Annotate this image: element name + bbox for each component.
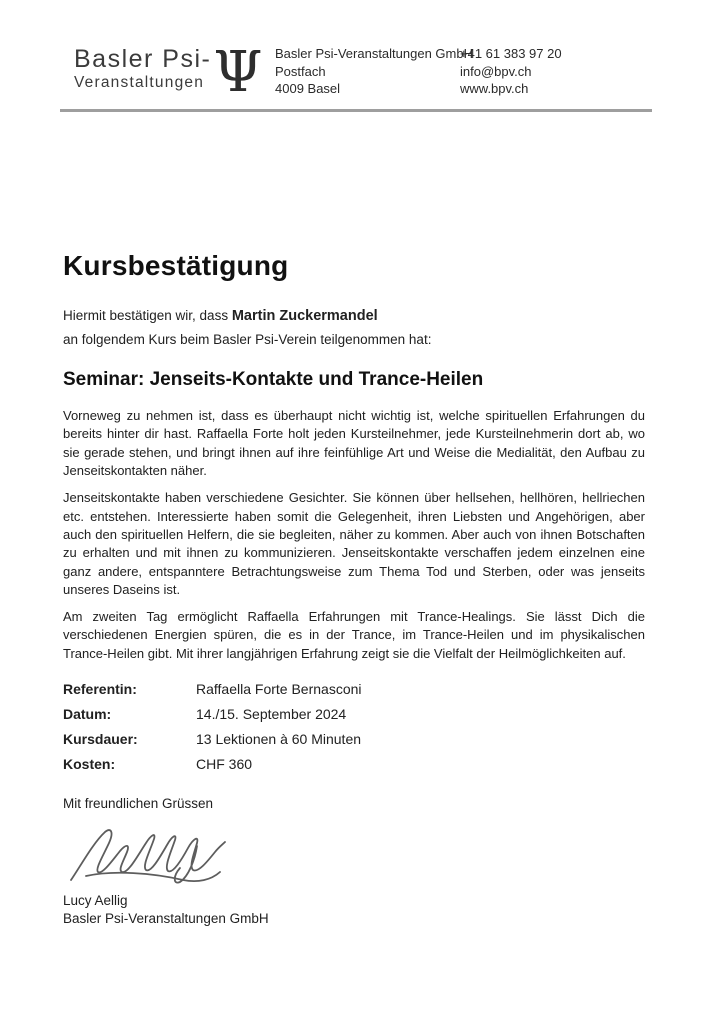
page-title: Kursbestätigung	[63, 250, 289, 281]
table-row-kursdauer	[63, 730, 645, 748]
intro-prefix: Hiermit bestätigen wir, dass	[63, 308, 232, 324]
contact-website: www.bpv.ch	[460, 81, 529, 96]
table-row-kosten	[63, 755, 645, 773]
seminar-title: Seminar: Jenseits-Kontakte und Trance-Heilen	[63, 369, 484, 391]
detail-label: Referentin:	[63, 681, 137, 698]
participant-name: Martin Zuckermandel	[231, 308, 378, 325]
logo-line2: Veranstaltungen	[74, 74, 205, 91]
closing-salutation: Mit freundlichen Grüssen	[63, 796, 214, 812]
detail-label: Kosten:	[63, 756, 116, 773]
table-row-datum	[63, 705, 645, 723]
paragraph-1: Vorneweg zu nehmen ist, dass es überhaupt nicht wichtig ist, welche spirituellen Erfahrungen du bereits hinter dir hast. Raffaella Forte holt jeden Kursteilnehmer, jede Kursteilnehmerin dort ab, wo sie gerade stehen, und bringt ihnen auf ihre feinfühlige Art und Weise die Medialität, den Aufbau zu Jenseitskontakten näher.	[63, 408, 645, 479]
paragraph-3: Am zweiten Tag ermöglicht Raffaella Erfahrungen mit Trance-Healings. Sie lässt Dich die verschiedenen Energien spüren, die es in der Trance, im Trance-Heilen und im physikalischen Trance-Heilen gibt. Mit ihrer langjährigen Erfahrung zeigt sie die Vielfalt der Heilmöglichkeiten auf.	[63, 609, 645, 661]
psi-symbol-icon: Ψ	[213, 40, 263, 105]
signatory-company: Basler Psi-Veranstaltungen GmbH	[63, 911, 269, 927]
address-pobox: Postfach	[275, 63, 326, 79]
contact-email: info@bpv.ch	[460, 63, 532, 79]
handwritten-signature-image	[68, 823, 228, 885]
detail-value: 13 Lektionen à 60 Minuten	[196, 731, 362, 748]
company-logo	[63, 40, 275, 105]
contact-phone: +41 61 383 97 20	[460, 46, 562, 61]
detail-label: Datum:	[63, 706, 112, 723]
company-address	[275, 45, 473, 98]
signatory-name: Lucy Aellig	[63, 893, 128, 909]
table-row-referentin	[63, 680, 645, 698]
address-city: 4009 Basel	[275, 81, 341, 96]
header-divider	[60, 109, 652, 112]
course-details-table	[63, 680, 645, 773]
logo-wordmark	[74, 45, 211, 92]
detail-value: Raffaella Forte Bernasconi	[196, 681, 362, 698]
intro-line-1	[63, 307, 645, 325]
detail-label: Kursdauer:	[63, 731, 138, 748]
detail-value: 14./15. September 2024	[196, 706, 347, 723]
logo-line1: Basler Psi-	[74, 45, 212, 73]
detail-value: CHF 360	[196, 756, 253, 773]
intro-line-2: an folgendem Kurs beim Basler Psi-Verein teilgenommen hat:	[63, 332, 432, 348]
company-contact	[460, 45, 656, 98]
paragraph-2: Jenseitskontakte haben verschiedene Gesichter. Sie können über hellsehen, hellhören, hellriechen etc. entstehen. Interessierte haben somit die Gelegenheit, ihren Liebsten und Angehörigen, aber auch den spirituellen Helfern, die sie begleiten, näher zu kommen. Aber auch von ihnen Botschaften zu erhalten und mit ihnen zu kommunizieren. Jenseitskontakte verschaffen jedem einzelnen eine ganz andere, entspanntere Betrachtungsweise zum Thema Tod und Sterben, oder was jenseits unseres Daseins ist.	[63, 490, 645, 597]
letter-body	[0, 250, 706, 928]
letterhead	[0, 0, 706, 105]
address-company: Basler Psi-Veranstaltungen GmbH	[275, 46, 473, 61]
